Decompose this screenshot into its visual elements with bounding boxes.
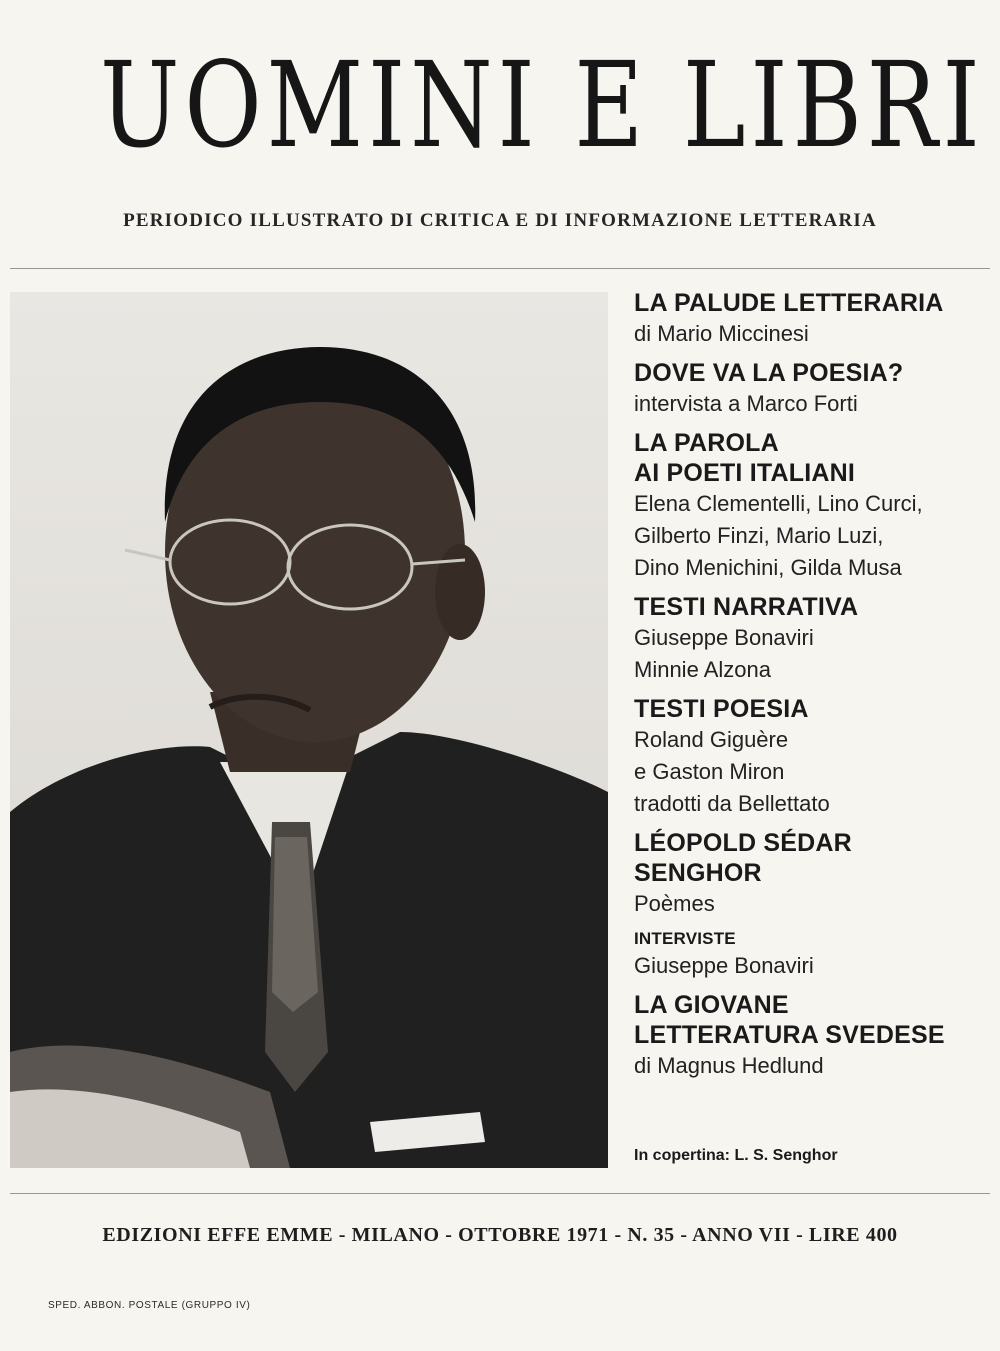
toc-entry-senghor	[634, 828, 994, 920]
toc-subtitle: di Magnus Hedlund	[634, 1053, 824, 1078]
toc-entry-svedese	[634, 990, 994, 1082]
top-divider	[10, 268, 990, 269]
cover-photo	[10, 292, 608, 1168]
toc-heading: LA GIOVANE LETTERATURA SVEDESE	[634, 991, 945, 1049]
cover-credit: In copertina: L. S. Senghor	[634, 1147, 838, 1164]
toc-subtitle: intervista a Marco Forti	[634, 391, 858, 416]
bottom-divider	[10, 1193, 990, 1194]
toc-subtitle: Elena Clementelli, Lino Curci, Gilberto Finzi, Mario Luzi, Dino Menichini, Gilda Musa	[634, 491, 923, 580]
toc-entry-testi-poesia	[634, 694, 994, 820]
toc-heading: DOVE VA LA POESIA?	[634, 359, 904, 387]
toc-heading: LA PAROLA AI POETI ITALIANI	[634, 429, 855, 487]
toc-entry-narrativa	[634, 592, 994, 686]
toc-entry-poesia	[634, 358, 994, 420]
table-of-contents	[634, 288, 994, 1090]
portrait-illustration	[10, 292, 608, 1168]
magazine-subtitle: PERIODICO ILLUSTRATO DI CRITICA E DI INFORMAZIONE LETTERARIA	[123, 210, 877, 231]
toc-entry-interviste	[634, 928, 994, 982]
toc-entry-parola	[634, 428, 994, 584]
toc-heading: INTERVISTE	[634, 929, 736, 948]
postal-note: SPED. ABBON. POSTALE (GRUPPO IV)	[48, 1300, 251, 1311]
toc-subtitle: Giuseppe Bonaviri	[634, 953, 814, 978]
toc-subtitle: Roland Giguère e Gaston Miron tradotti da Bellettato	[634, 727, 830, 816]
toc-subtitle: Poèmes	[634, 891, 715, 916]
toc-subtitle: di Mario Miccinesi	[634, 321, 809, 346]
toc-entry-palude	[634, 288, 994, 350]
toc-heading: TESTI POESIA	[634, 695, 809, 723]
toc-heading: LÉOPOLD SÉDAR SENGHOR	[634, 829, 852, 887]
toc-heading: TESTI NARRATIVA	[634, 593, 859, 621]
toc-heading: LA PALUDE LETTERARIA	[634, 289, 944, 317]
magazine-title: UOMINI E LIBRI	[100, 36, 985, 174]
toc-subtitle: Giuseppe Bonaviri Minnie Alzona	[634, 625, 814, 682]
imprint-line: EDIZIONI EFFE EMME - MILANO - OTTOBRE 1971 - N. 35 - ANNO VII - LIRE 400	[102, 1224, 898, 1246]
